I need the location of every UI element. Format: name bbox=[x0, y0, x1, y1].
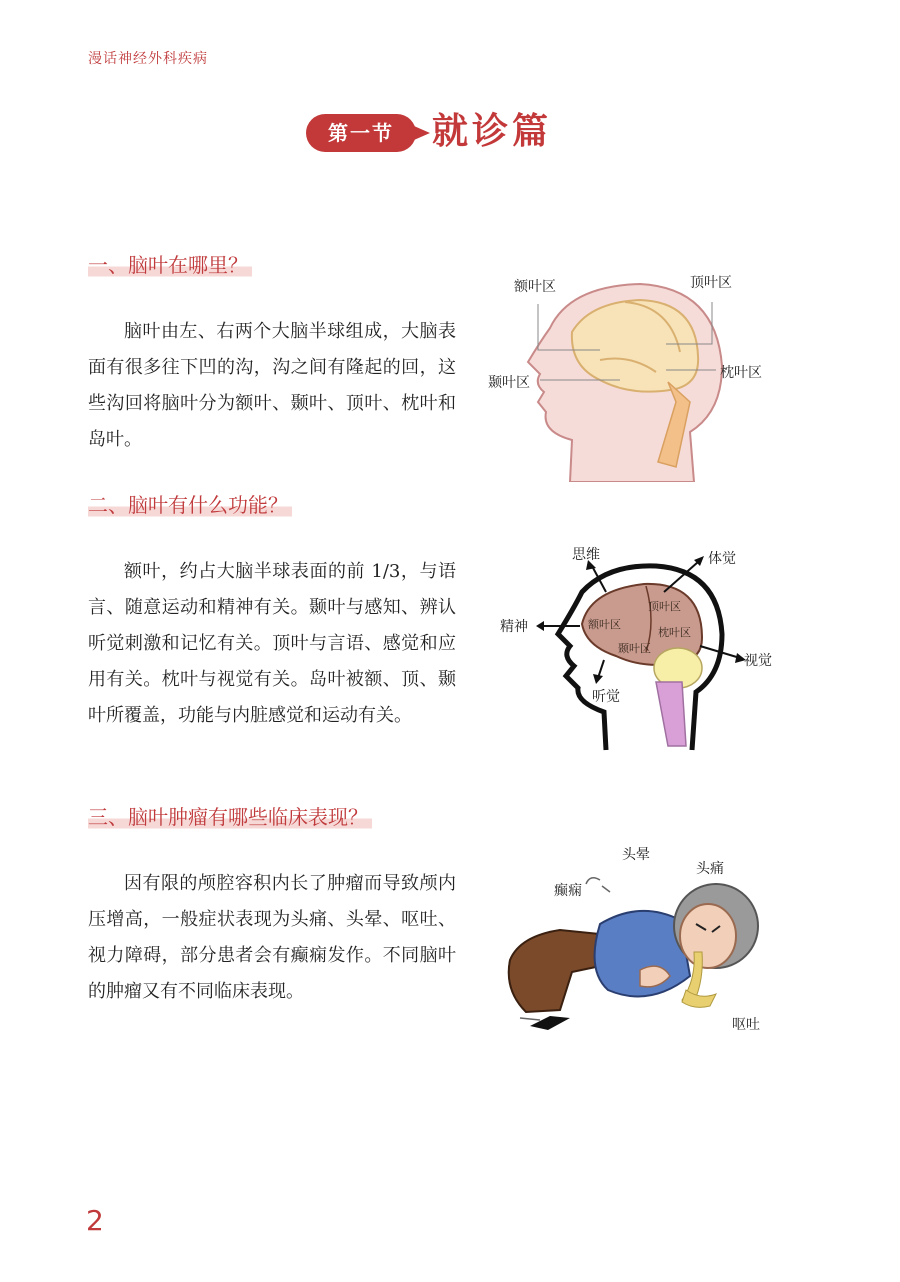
symptoms-figure bbox=[490, 840, 780, 1040]
fig2-label-vision: 视觉 bbox=[744, 653, 772, 669]
fig2-label-frontal: 额叶区 bbox=[588, 618, 621, 631]
section-paragraph-3: 因有限的颅腔容积内长了肿瘤而导致颅内压增高，一般症状表现为头痛、头晕、呕吐、视力障碍，部分患者会有癫痫发作。不同脑叶的肿瘤又有不同临床表现。 bbox=[88, 873, 456, 1002]
chapter-badge: 第一节 bbox=[306, 114, 416, 152]
running-header: 漫话神经外科疾病 bbox=[88, 51, 208, 67]
fig3-label-headache: 头痛 bbox=[696, 861, 724, 877]
page-number: 2 bbox=[86, 1204, 104, 1237]
patient-illustration bbox=[490, 840, 780, 1040]
section-heading-1: 一、脑叶在哪里？ bbox=[88, 252, 252, 278]
fig3-label-vomiting: 呕吐 bbox=[732, 1017, 760, 1033]
chapter-title bbox=[306, 108, 606, 156]
section-heading-2: 二、脑叶有什么功能？ bbox=[88, 492, 292, 518]
brain-function-figure bbox=[496, 542, 786, 752]
chapter-name: 就诊篇 bbox=[432, 111, 553, 152]
section-heading-3: 三、脑叶肿瘤有哪些临床表现？ bbox=[88, 804, 372, 830]
section-paragraph-1: 脑叶由左、右两个大脑半球组成，大脑表面有很多往下凹的沟，沟之间有隆起的回，这些沟回将脑叶分为额叶、颞叶、顶叶、枕叶和岛叶。 bbox=[88, 321, 456, 450]
section-paragraph-2: 额叶，约占大脑半球表面的前 1/3，与语言、随意运动和精神有关。颞叶与感知、辨认听觉刺激和记忆有关。顶叶与言语、感觉和应用有关。枕叶与视觉有关。岛叶被额、顶、颞叶所覆盖，功能与内脏感觉和运动有关。 bbox=[88, 561, 456, 726]
fig1-label-occipital: 枕叶区 bbox=[720, 365, 762, 381]
fig1-label-parietal: 顶叶区 bbox=[690, 275, 732, 291]
fig3-label-dizziness: 头晕 bbox=[622, 847, 650, 863]
fig2-label-occipital: 枕叶区 bbox=[658, 626, 691, 639]
fig2-label-somatosensory: 体觉 bbox=[708, 551, 736, 567]
fig2-label-temporal: 颞叶区 bbox=[618, 642, 651, 655]
fig3-label-epilepsy: 癫痫 bbox=[554, 883, 582, 899]
fig1-label-temporal: 颞叶区 bbox=[488, 375, 530, 391]
fig1-label-frontal: 额叶区 bbox=[514, 279, 556, 295]
brain-lobes-figure bbox=[480, 262, 780, 482]
fig2-label-mental: 精神 bbox=[500, 619, 528, 635]
fig2-label-parietal: 顶叶区 bbox=[648, 600, 681, 613]
fig2-label-thinking: 思维 bbox=[572, 547, 600, 563]
fig2-label-hearing: 听觉 bbox=[592, 689, 620, 705]
